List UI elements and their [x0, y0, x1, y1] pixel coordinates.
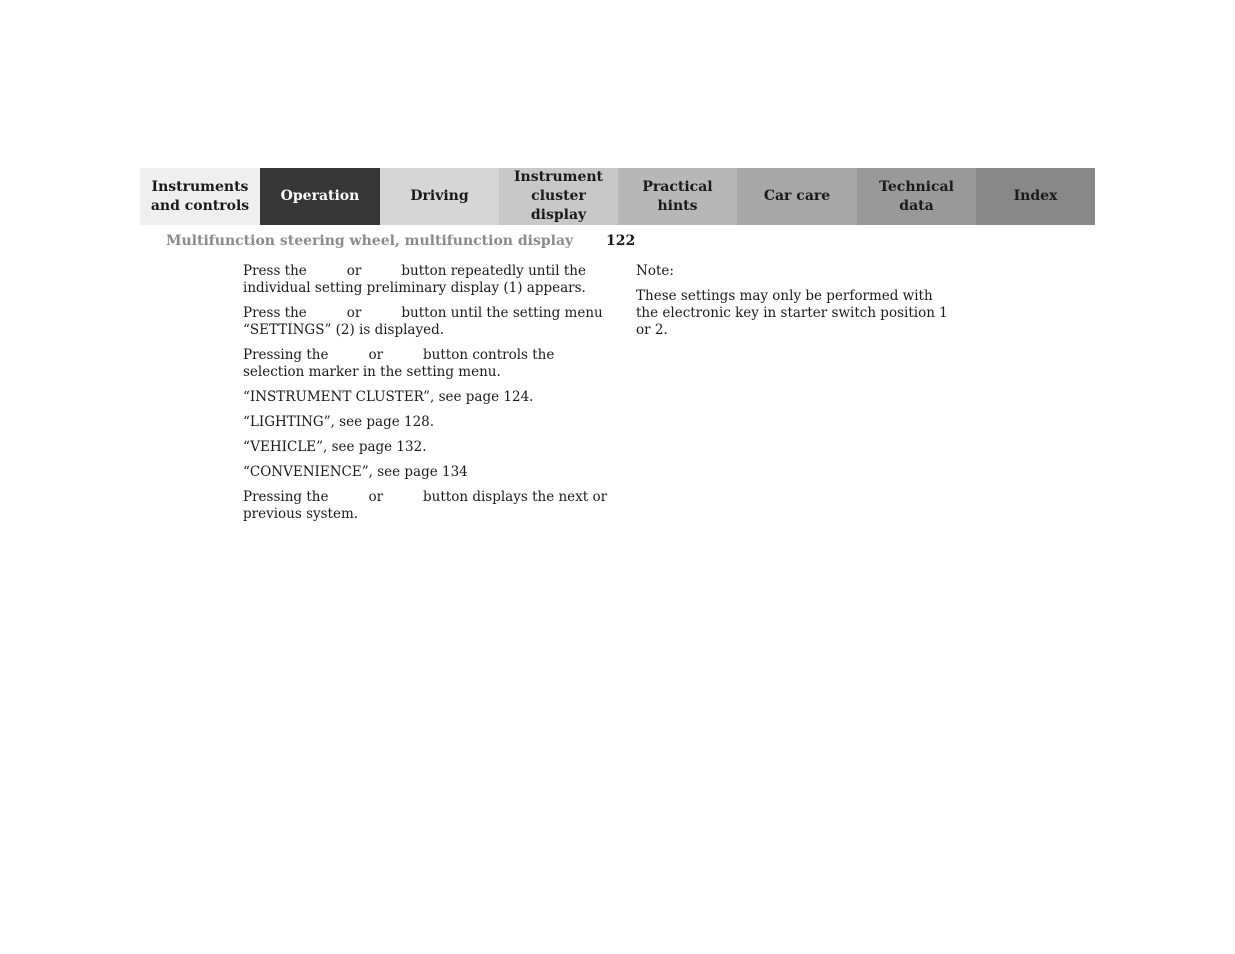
text-fragment: or [368, 489, 384, 505]
tab-instruments-and-controls[interactable] [140, 168, 260, 225]
tab-label: Car care [763, 188, 831, 204]
tab-technical-data[interactable] [857, 168, 976, 225]
tab-index[interactable] [976, 168, 1095, 225]
tab-label-line2: data [899, 197, 934, 214]
text-fragment: Pressing the [243, 347, 329, 363]
left-column [243, 263, 611, 531]
tab-label-line1: Instrument [514, 169, 603, 185]
note-text: These settings may only be performed with the electronic key in starter switch position 1 or 2. [636, 288, 948, 338]
text-fragment: button controls the selection marker in the setting menu. [243, 347, 555, 380]
cross-reference: “LIGHTING”, see page 128. [243, 414, 435, 430]
section-navigation [140, 168, 1095, 225]
instruction-paragraph [243, 263, 611, 297]
text-fragment: Press the [243, 263, 307, 279]
instruction-paragraph [243, 305, 611, 339]
text-fragment: button repeatedly until the individual setting preliminary display (1) appears. [243, 263, 586, 296]
text-fragment: or [346, 305, 362, 321]
tab-instrument-cluster-display[interactable] [499, 168, 618, 225]
tab-label-line2: cluster display [530, 188, 587, 223]
tab-car-care[interactable] [737, 168, 857, 225]
tab-label-line1: Technical [879, 178, 954, 195]
tab-driving[interactable] [380, 168, 499, 225]
right-column [636, 263, 956, 347]
text-fragment: Press the [243, 305, 307, 321]
cross-reference: “VEHICLE”, see page 132. [243, 439, 427, 455]
cross-reference: “INSTRUMENT CLUSTER”, see page 124. [243, 389, 534, 405]
text-fragment: or [368, 347, 384, 363]
tab-label-line1: Instruments [151, 178, 249, 195]
instruction-paragraph [243, 347, 611, 381]
tab-label: Practical hints [642, 178, 713, 214]
tab-operation[interactable] [260, 168, 380, 225]
text-fragment: button displays the next or previous system. [243, 489, 608, 522]
section-title: Multifunction steering wheel, multifunction display [166, 233, 574, 249]
tab-practical-hints[interactable] [618, 168, 737, 225]
instruction-paragraph [243, 489, 611, 523]
tab-label: Driving [410, 188, 469, 204]
text-fragment: button until the setting menu “SETTINGS” (2) is displayed. [243, 305, 603, 338]
text-fragment: or [346, 263, 362, 279]
text-fragment: Pressing the [243, 489, 329, 505]
note-label: Note: [636, 263, 674, 279]
tab-label-line2: and controls [150, 197, 250, 214]
tab-label: Index [1013, 188, 1058, 204]
tab-label: Operation [280, 188, 360, 204]
page-number: 122 [606, 233, 636, 249]
cross-reference: “CONVENIENCE”, see page 134 [243, 464, 468, 480]
